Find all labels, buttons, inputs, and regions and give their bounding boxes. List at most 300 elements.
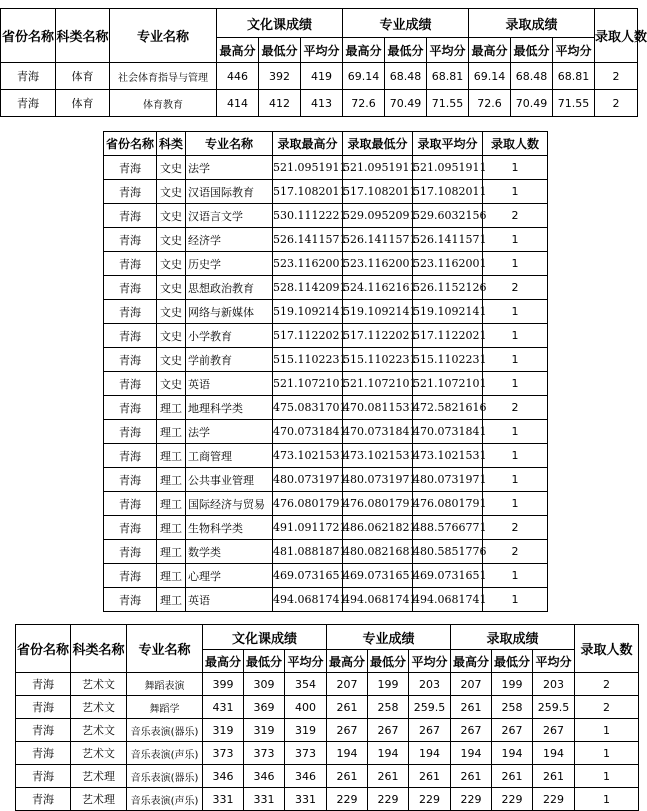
- cell: 261: [327, 696, 368, 719]
- cell: 公共事业管理: [186, 468, 273, 492]
- table-header: [1, 9, 647, 63]
- header-category: 科类名称: [71, 625, 127, 673]
- cell: 青海: [1, 63, 56, 90]
- table-row: [104, 540, 548, 564]
- cell: 体育: [56, 63, 110, 90]
- cell: 229: [409, 788, 451, 811]
- cell: 2: [483, 516, 548, 540]
- header-min: 最低分: [368, 650, 409, 673]
- cell: 229: [368, 788, 409, 811]
- cell: 519.1092141: [343, 300, 413, 324]
- cell: 229: [492, 788, 533, 811]
- cell: 523.1162001: [343, 252, 413, 276]
- cell: 70.49: [511, 90, 553, 117]
- table-row: [16, 719, 639, 742]
- cell: 青海: [16, 719, 71, 742]
- cell: 480.0731971: [343, 468, 413, 492]
- cell: 486.0621821: [343, 516, 413, 540]
- cell: 文史: [157, 204, 186, 228]
- table-row: [104, 372, 548, 396]
- cell: 523.1162001: [273, 252, 343, 276]
- cell: 331: [285, 788, 327, 811]
- cell: 音乐表演(声乐): [127, 788, 203, 811]
- cell: 艺术文: [71, 719, 127, 742]
- table-row: [104, 204, 548, 228]
- cell: 工商管理: [186, 444, 273, 468]
- table-row: [16, 673, 639, 696]
- cell: 524.1162161: [343, 276, 413, 300]
- cell: 523.1162001: [413, 252, 483, 276]
- cell: 261: [451, 765, 492, 788]
- table-row: [104, 252, 548, 276]
- cell: 392: [259, 63, 301, 90]
- table-row: [104, 300, 548, 324]
- cell: 519.1092141: [413, 300, 483, 324]
- cell: 心理学: [186, 564, 273, 588]
- cell: 2: [595, 63, 638, 90]
- arts-scores-table: [15, 624, 639, 811]
- header-avg-score: 录取平均分: [413, 132, 483, 156]
- header-avg: 平均分: [285, 650, 327, 673]
- cell: 1: [483, 180, 548, 204]
- cell: 431: [203, 696, 244, 719]
- table-row: [16, 788, 639, 811]
- cell: 267: [368, 719, 409, 742]
- cell: 494.0681741: [273, 588, 343, 612]
- cell: 艺术文: [71, 696, 127, 719]
- header-min: 最低分: [511, 38, 553, 63]
- table-row: [104, 420, 548, 444]
- cell: 319: [244, 719, 285, 742]
- cell: 521.1072101: [273, 372, 343, 396]
- cell: 480.0821681: [343, 540, 413, 564]
- cell: 理工: [157, 396, 186, 420]
- cell: 理工: [157, 444, 186, 468]
- cell: 319: [203, 719, 244, 742]
- cell: 521.0951911: [343, 156, 413, 180]
- cell: 470.0811531: [343, 396, 413, 420]
- cell: 青海: [104, 564, 157, 588]
- cell: 文史: [157, 372, 186, 396]
- cell: 理工: [157, 588, 186, 612]
- cell: 71.55: [427, 90, 469, 117]
- cell: 经济学: [186, 228, 273, 252]
- cell: 346: [244, 765, 285, 788]
- cell: 青海: [104, 492, 157, 516]
- cell: 汉语言文学: [186, 204, 273, 228]
- header-max: 最高分: [327, 650, 368, 673]
- table-row: [104, 396, 548, 420]
- cell: 480.0731971: [273, 468, 343, 492]
- header-professional: 专业成绩: [343, 9, 469, 38]
- cell: 529.6032156: [413, 204, 483, 228]
- cell: 青海: [104, 228, 157, 252]
- cell: 203: [533, 673, 575, 696]
- cell: 515.1102231: [273, 348, 343, 372]
- header-culture: 文化课成绩: [217, 9, 343, 38]
- cell: 521.1072101: [343, 372, 413, 396]
- cell: 70.49: [385, 90, 427, 117]
- cell: 194: [492, 742, 533, 765]
- cell: 72.6: [343, 90, 385, 117]
- cell: 理工: [157, 468, 186, 492]
- cell: 青海: [104, 444, 157, 468]
- cell: 学前教育: [186, 348, 273, 372]
- header-min: 最低分: [244, 650, 285, 673]
- cell: 艺术文: [71, 673, 127, 696]
- table-row: [104, 348, 548, 372]
- cell: 476.0801791: [413, 492, 483, 516]
- header-min: 最低分: [385, 38, 427, 63]
- table-row: [104, 588, 548, 612]
- table-row: [104, 444, 548, 468]
- cell: 517.1082011: [413, 180, 483, 204]
- cell: 国际经济与贸易: [186, 492, 273, 516]
- header-admission: 录取成绩: [469, 9, 595, 38]
- cell: 530.1112221: [273, 204, 343, 228]
- cell: 521.1072101: [413, 372, 483, 396]
- cell: 470.0731841: [413, 420, 483, 444]
- cell: 文史: [157, 156, 186, 180]
- cell: 青海: [104, 300, 157, 324]
- cell: 309: [244, 673, 285, 696]
- cell: 舞蹈学: [127, 696, 203, 719]
- cell: 346: [203, 765, 244, 788]
- cell: 412: [259, 90, 301, 117]
- header-min: 最低分: [492, 650, 533, 673]
- cell: 446: [217, 63, 259, 90]
- cell: 488.5766771: [413, 516, 483, 540]
- cell: 481.0881871: [273, 540, 343, 564]
- table-row: [16, 765, 639, 788]
- cell: 469.0731651: [343, 564, 413, 588]
- cell: 261: [492, 765, 533, 788]
- cell: 2: [483, 396, 548, 420]
- cell: 理工: [157, 540, 186, 564]
- cell: 267: [492, 719, 533, 742]
- cell: 青海: [104, 516, 157, 540]
- cell: 体育: [56, 90, 110, 117]
- header-admission: 录取成绩: [451, 625, 575, 650]
- table-row: [104, 468, 548, 492]
- cell: 476.0801791: [343, 492, 413, 516]
- cell: 2: [575, 696, 639, 719]
- cell: 480.5851776: [413, 540, 483, 564]
- cell: 207: [451, 673, 492, 696]
- cell: 261: [533, 765, 575, 788]
- cell: 青海: [16, 765, 71, 788]
- cell: 音乐表演(器乐): [127, 719, 203, 742]
- cell: 517.1082011: [343, 180, 413, 204]
- cell: 261: [409, 765, 451, 788]
- header-max: 最高分: [343, 38, 385, 63]
- table-header: [16, 625, 639, 673]
- cell: 音乐表演(声乐): [127, 742, 203, 765]
- cell: 399: [203, 673, 244, 696]
- cell: 261: [368, 765, 409, 788]
- header-avg: 平均分: [553, 38, 595, 63]
- table-row: [104, 516, 548, 540]
- cell: 理工: [157, 420, 186, 444]
- cell: 青海: [104, 420, 157, 444]
- cell: 529.0952091: [343, 204, 413, 228]
- cell: 青海: [104, 324, 157, 348]
- header-major: 专业名称: [110, 9, 217, 63]
- cell: 194: [533, 742, 575, 765]
- header-min: 最低分: [259, 38, 301, 63]
- cell: 194: [368, 742, 409, 765]
- cell: 1: [483, 468, 548, 492]
- cell: 419: [301, 63, 343, 90]
- table-row: [104, 180, 548, 204]
- cell: 68.81: [553, 63, 595, 90]
- cell: 1: [483, 300, 548, 324]
- cell: 文史: [157, 252, 186, 276]
- cell: 473.1021531: [413, 444, 483, 468]
- cell: 473.1021531: [273, 444, 343, 468]
- cell: 526.1411571: [343, 228, 413, 252]
- cell: 258: [492, 696, 533, 719]
- cell: 青海: [104, 180, 157, 204]
- header-category: 科类名称: [56, 9, 110, 63]
- cell: 400: [285, 696, 327, 719]
- cell: 文史: [157, 300, 186, 324]
- cell: 229: [451, 788, 492, 811]
- cell: 青海: [104, 468, 157, 492]
- cell: 526.1152126: [413, 276, 483, 300]
- cell: 373: [244, 742, 285, 765]
- cell: 文史: [157, 324, 186, 348]
- cell: 理工: [157, 516, 186, 540]
- cell: 346: [285, 765, 327, 788]
- cell: 生物科学类: [186, 516, 273, 540]
- cell: 71.55: [553, 90, 595, 117]
- cell: 267: [451, 719, 492, 742]
- header-max: 最高分: [469, 38, 511, 63]
- header-culture: 文化课成绩: [203, 625, 327, 650]
- cell: 528.1142091: [273, 276, 343, 300]
- cell: 519.1092141: [273, 300, 343, 324]
- cell: 1: [483, 420, 548, 444]
- header-count: 录取人数: [483, 132, 548, 156]
- cell: 476.0801791: [273, 492, 343, 516]
- cell: 526.1411571: [273, 228, 343, 252]
- cell: 526.1411571: [413, 228, 483, 252]
- cell: 小学教育: [186, 324, 273, 348]
- cell: 青海: [16, 673, 71, 696]
- header-avg: 平均分: [301, 38, 343, 63]
- cell: 1: [483, 156, 548, 180]
- header-max: 最高分: [451, 650, 492, 673]
- cell: 法学: [186, 156, 273, 180]
- cell: 2: [483, 204, 548, 228]
- cell: 文史: [157, 180, 186, 204]
- cell: 414: [217, 90, 259, 117]
- cell: 331: [244, 788, 285, 811]
- cell: 354: [285, 673, 327, 696]
- header-category: 科类: [157, 132, 186, 156]
- cell: 地理科学类: [186, 396, 273, 420]
- cell: 68.48: [385, 63, 427, 90]
- cell: 319: [285, 719, 327, 742]
- header-max: 最高分: [203, 650, 244, 673]
- cell: 汉语国际教育: [186, 180, 273, 204]
- cell: 音乐表演(器乐): [127, 765, 203, 788]
- cell: 261: [451, 696, 492, 719]
- cell: 法学: [186, 420, 273, 444]
- cell: 青海: [104, 396, 157, 420]
- cell: 259.5: [409, 696, 451, 719]
- cell: 青海: [1, 90, 56, 117]
- header-avg: 平均分: [533, 650, 575, 673]
- cell: 青海: [16, 742, 71, 765]
- cell: 2: [575, 673, 639, 696]
- header-major: 专业名称: [127, 625, 203, 673]
- cell: 历史学: [186, 252, 273, 276]
- cell: 515.1102231: [413, 348, 483, 372]
- table-row: [16, 696, 639, 719]
- cell: 369: [244, 696, 285, 719]
- cell: 艺术文: [71, 742, 127, 765]
- cell: 267: [409, 719, 451, 742]
- header-max-score: 录取最高分: [273, 132, 343, 156]
- header-avg: 平均分: [409, 650, 451, 673]
- cell: 229: [533, 788, 575, 811]
- header-max: 最高分: [217, 38, 259, 63]
- cell: 1: [483, 492, 548, 516]
- cell: 470.0731841: [343, 420, 413, 444]
- cell: 青海: [104, 588, 157, 612]
- sports-scores-table: [0, 8, 647, 117]
- cell: 413: [301, 90, 343, 117]
- header-province: 省份名称: [104, 132, 157, 156]
- cell: 青海: [104, 348, 157, 372]
- cell: 2: [595, 90, 638, 117]
- table-row: [104, 564, 548, 588]
- cell: 491.0911721: [273, 516, 343, 540]
- cell: 199: [492, 673, 533, 696]
- cell: 英语: [186, 588, 273, 612]
- header-province: 省份名称: [16, 625, 71, 673]
- cell: 文史: [157, 348, 186, 372]
- table-header: [104, 132, 548, 156]
- header-major: 专业名称: [186, 132, 273, 156]
- cell: 2: [483, 276, 548, 300]
- cell: 青海: [104, 276, 157, 300]
- cell: 517.1122021: [273, 324, 343, 348]
- cell: 1: [575, 788, 639, 811]
- cell: 331: [203, 788, 244, 811]
- cell: 229: [327, 788, 368, 811]
- cell: 青海: [16, 696, 71, 719]
- cell: 517.1122021: [343, 324, 413, 348]
- cell: 373: [203, 742, 244, 765]
- header-professional: 专业成绩: [327, 625, 451, 650]
- cell: 1: [483, 324, 548, 348]
- cell: 青海: [104, 204, 157, 228]
- cell: 72.6: [469, 90, 511, 117]
- cell: 1: [483, 564, 548, 588]
- table-row: [1, 63, 638, 90]
- cell: 261: [327, 765, 368, 788]
- cell: 517.1122021: [413, 324, 483, 348]
- table-row: [104, 228, 548, 252]
- cell: 文史: [157, 228, 186, 252]
- cell: 199: [368, 673, 409, 696]
- cell: 1: [575, 719, 639, 742]
- cell: 1: [575, 742, 639, 765]
- table-row: [104, 276, 548, 300]
- header-avg: 平均分: [427, 38, 469, 63]
- cell: 267: [327, 719, 368, 742]
- liberal-science-scores-table: [103, 131, 548, 612]
- table-row: [16, 742, 639, 765]
- cell: 1: [483, 348, 548, 372]
- cell: 469.0731651: [273, 564, 343, 588]
- cell: 473.1021531: [343, 444, 413, 468]
- cell: 社会体育指导与管理: [110, 63, 217, 90]
- cell: 艺术理: [71, 788, 127, 811]
- cell: 494.0681741: [413, 588, 483, 612]
- cell: 1: [483, 444, 548, 468]
- cell: 517.1082011: [273, 180, 343, 204]
- cell: 203: [409, 673, 451, 696]
- cell: 194: [327, 742, 368, 765]
- cell: 68.48: [511, 63, 553, 90]
- table-row: [104, 156, 548, 180]
- cell: 文史: [157, 276, 186, 300]
- cell: 194: [451, 742, 492, 765]
- cell: 2: [483, 540, 548, 564]
- cell: 理工: [157, 564, 186, 588]
- cell: 207: [327, 673, 368, 696]
- cell: 青海: [104, 252, 157, 276]
- cell: 259.5: [533, 696, 575, 719]
- cell: 数学类: [186, 540, 273, 564]
- cell: 青海: [104, 372, 157, 396]
- cell: 1: [483, 372, 548, 396]
- table-row: [104, 492, 548, 516]
- cell: 思想政治教育: [186, 276, 273, 300]
- header-count: 录取人数: [595, 9, 638, 63]
- header-province: 省份名称: [1, 9, 56, 63]
- cell: 521.0951911: [273, 156, 343, 180]
- cell: 1: [483, 228, 548, 252]
- cell: 480.0731971: [413, 468, 483, 492]
- cell: 194: [409, 742, 451, 765]
- cell: 1: [483, 588, 548, 612]
- cell: 521.0951911: [413, 156, 483, 180]
- cell: 青海: [104, 540, 157, 564]
- cell: 理工: [157, 492, 186, 516]
- cell: 艺术理: [71, 765, 127, 788]
- table-row: [1, 90, 638, 117]
- table-row: [104, 324, 548, 348]
- cell: 68.81: [427, 63, 469, 90]
- cell: 515.1102231: [343, 348, 413, 372]
- cell: 舞蹈表演: [127, 673, 203, 696]
- cell: 494.0681741: [343, 588, 413, 612]
- cell: 1: [575, 765, 639, 788]
- cell: 469.0731651: [413, 564, 483, 588]
- cell: 69.14: [469, 63, 511, 90]
- cell: 267: [533, 719, 575, 742]
- cell: 69.14: [343, 63, 385, 90]
- header-min-score: 录取最低分: [343, 132, 413, 156]
- cell: 258: [368, 696, 409, 719]
- cell: 472.5821616: [413, 396, 483, 420]
- cell: 373: [285, 742, 327, 765]
